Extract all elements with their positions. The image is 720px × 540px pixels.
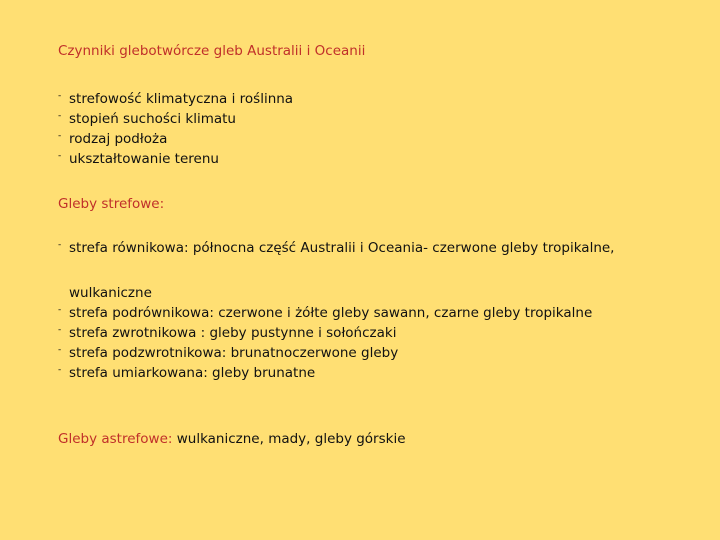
- list-item: - ukształtowanie terenu: [58, 149, 293, 169]
- list-item: - stopień suchości klimatu: [58, 109, 293, 129]
- dash-bullet-icon: -: [58, 111, 62, 121]
- azonal-soils-text: wulkaniczne, mady, gleby górskie: [172, 431, 406, 447]
- zonal-soils-list: [58, 303, 592, 383]
- azonal-soils-line: [58, 431, 406, 447]
- list-item: - strefa umiarkowana: gleby brunatne: [58, 363, 592, 383]
- list-item: - rodzaj podłoża: [58, 129, 293, 149]
- dash-bullet-icon: -: [58, 131, 62, 141]
- slide-title: Czynniki glebotwórcze gleb Australii i Oceanii: [58, 43, 366, 59]
- azonal-soils-label: Gleby astrefowe:: [58, 431, 173, 447]
- dash-bullet-icon: -: [58, 91, 62, 101]
- list-item: - strefa podzwrotnikowa: brunatnoczerwone gleby: [58, 343, 592, 363]
- zonal-equatorial-continuation: wulkaniczne: [69, 285, 152, 301]
- factors-list: [58, 89, 293, 169]
- list-item: - strefa zwrotnikowa : gleby pustynne i sołończaki: [58, 323, 592, 343]
- list-item: - strefowość klimatyczna i roślinna: [58, 89, 293, 109]
- list-item: - strefa podrównikowa: czerwone i żółte gleby sawann, czarne gleby tropikalne: [58, 303, 592, 323]
- dash-bullet-icon: -: [58, 151, 62, 161]
- dash-bullet-icon: -: [58, 345, 62, 355]
- list-item: [58, 238, 614, 258]
- zonal-equatorial-text: strefa równikowa: północna część Australii i Oceania- czerwone gleby tropikalne,: [69, 240, 615, 256]
- dash-bullet-icon: -: [58, 365, 62, 375]
- dash-bullet-icon: -: [58, 305, 62, 315]
- dash-bullet-icon: -: [58, 240, 62, 250]
- zonal-soils-heading: Gleby strefowe:: [58, 196, 165, 212]
- dash-bullet-icon: -: [58, 325, 62, 335]
